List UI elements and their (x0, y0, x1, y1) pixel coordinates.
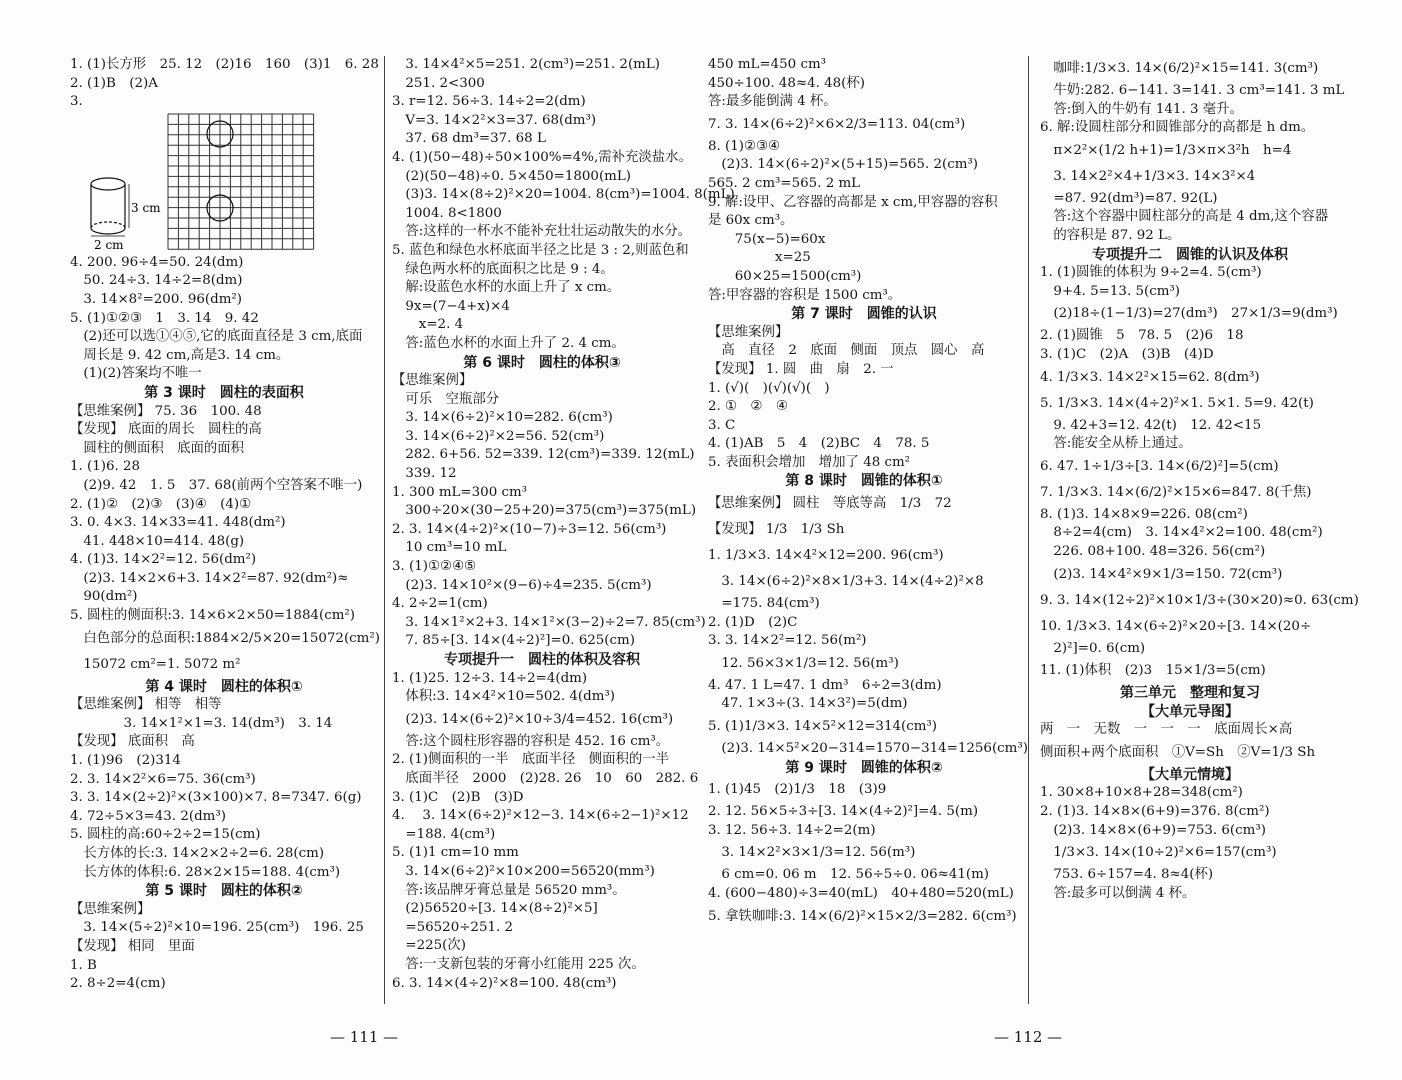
answer-line: 答:这样的一杯水不能补充壮壮运动散失的水分。 (392, 224, 692, 240)
answer-line: (2)还可以选①④⑤,它的底面直径是 3 cm,底面 (70, 329, 363, 345)
answer-line: (2)18÷(1−1/3)=27(dm³) 27×1/3=9(dm³) (1040, 306, 1338, 322)
section-heading: 第三单元 整理和复习 (1120, 685, 1260, 702)
answer-line: 6. 47. 1÷1/3÷[3. 14×(6/2)²]=5(cm) (1040, 458, 1279, 474)
answer-line: 3. 14×(6÷2)²×2=56. 52(cm³) (392, 428, 605, 444)
answer-line: 体积:3. 14×4²×10=502. 4(dm³) (392, 689, 616, 705)
answer-line: 4. 2÷2=1(cm) (392, 596, 488, 612)
answer-line: 8. (1)3. 14×8×9=226. 08(cm²) (1040, 506, 1248, 522)
section-heading: 专项提升一 圆柱的体积及容积 (444, 652, 640, 668)
column-3 (708, 56, 1028, 930)
answer-line: 10 cm³=10 mL (392, 540, 507, 556)
answer-line: 1. 30×8+10×8+28=348(cm²) (1040, 785, 1243, 801)
section-heading: 第 5 课时 圆柱的体积② (145, 883, 303, 900)
answer-line: 3. 14×(6÷2)²×8×1/3+3. 14×(4÷2)²×8 (708, 574, 984, 590)
answer-line: 【发现】 1/3 1/3 Sh (708, 522, 845, 538)
cylinder-shape (91, 178, 125, 234)
answer-line: =56520÷251. 2 (392, 919, 514, 935)
answer-line: 牛奶:282. 6−141. 3=141. 3 cm³=141. 3 mL (1040, 83, 1345, 98)
section-heading: 【大单元情境】 (1141, 766, 1239, 783)
answer-line: 3. r=12. 56÷3. 14÷2=2(dm) (392, 94, 586, 110)
answer-line: 5. (1)1/3×3. 14×5²×12=314(cm³) (708, 719, 938, 735)
height-label: 3 cm (131, 200, 161, 215)
grid (168, 114, 314, 249)
section-heading: 专项提升二 圆锥的认识及体积 (1092, 246, 1288, 263)
page-number-left: — 111 — (330, 1028, 399, 1046)
answer-line: 绿色两水杯的底面积之比是 9 : 4。 (392, 261, 614, 277)
answer-line: 3. C (708, 417, 736, 433)
answer-line: 答:蓝色水杯的水面上升了 2. 4 cm。 (392, 335, 625, 351)
answer-line: 2. (1)3. 14×8×(6+9)=376. 8(cm²) (1040, 804, 1270, 820)
answer-line: 1. (1)96 (2)314 (70, 753, 181, 769)
cylinder-grid-figure (70, 112, 370, 254)
answer-line: 10. 1/3×3. 14×(6÷2)²×20÷[3. 14×(20÷ (1040, 618, 1312, 634)
answer-line: (2)3. 14×8×(6+9)=753. 6(cm³) (1040, 822, 1266, 838)
answer-line: 282. 6+56. 52=339. 12(cm³)=339. 12(mL) (392, 447, 695, 463)
answer-line: 5. (1)1 cm=10 mm (392, 845, 519, 861)
answer-line: 753. 6÷157=4. 8≈4(杯) (1040, 867, 1214, 883)
page-divider (1028, 56, 1029, 1004)
answer-line: 450÷100. 48≈4. 48(杯) (708, 75, 866, 91)
section-heading: 第 6 课时 圆柱的体积③ (463, 354, 621, 371)
answer-line: (1)(2)答案均不唯一 (70, 366, 202, 382)
answer-line: 3. 14×1²×2+3. 14×1²×(3−2)÷2=7. 85(cm³) (392, 614, 706, 630)
answer-line: 5. 表面积会增加 增加了 48 cm² (708, 454, 911, 470)
answer-line: (2)9. 42 1. 5 37. 68(前两个空答案不唯一) (70, 477, 363, 493)
answer-line: 5. 1/3×3. 14×(4÷2)²×1. 5×1. 5=9. 42(t) (1040, 395, 1314, 411)
answer-line: 【思维案例】 (708, 324, 789, 340)
answer-line: 答:该品牌牙膏总量是 56520 mm³。 (392, 882, 626, 898)
answer-line: 3. 14×2²×4+1/3×3. 14×3²×4 (1040, 168, 1256, 184)
answer-line: 两 一 无数 一 一 一 底面周长×高 (1040, 722, 1293, 738)
answer-line: 9. 解:设甲、乙容器的高都是 x cm,甲容器的容积 (708, 194, 998, 210)
answer-line: 41. 448×10=414. 48(g) (70, 533, 245, 549)
answer-line: 解:设蓝色水杯的水面上升了 x cm。 (392, 280, 621, 296)
answer-line: 15072 cm²=1. 5072 m² (70, 656, 241, 672)
answer-line: 3. (1)①②④⑤ (392, 559, 477, 575)
answer-line: =225(次) (392, 938, 467, 954)
answer-line: 251. 2<300 (392, 75, 485, 91)
answer-line: 2. (1)② (2)③ (3)④ (4)① (70, 496, 252, 512)
answer-line: 1. (1)25. 12÷3. 14÷2=4(dm) (392, 670, 588, 686)
answer-line: 9+4. 5=13. 5(cm³) (1040, 283, 1180, 299)
answer-line: (2)3. 14×10²×(9−6)÷4=235. 5(cm³) (392, 577, 652, 593)
answer-line: 8÷2=4(cm) 3. 14×4²×2=100. 48(cm²) (1040, 525, 1323, 541)
answer-line: V=3. 14×2²×3=37. 68(dm³) (392, 112, 597, 128)
answer-line: (2)3. 14×5²×20−314=1570−314=1256(cm³) (708, 741, 1028, 757)
answer-line: 2. 3. 14×2²×6=75. 36(cm³) (70, 771, 256, 787)
answer-line: 长方体的体积:6. 28×2×15=188. 4(cm³) (70, 864, 341, 880)
answer-line: x=2. 4 (392, 317, 464, 333)
answer-line: 答:最多能倒满 4 杯。 (708, 94, 837, 110)
answer-line: 1. (1)45 (2)1/3 18 (3)9 (708, 782, 887, 798)
answer-line: 3. 14×(6÷2)²×10×200=56520(mm³) (392, 863, 655, 879)
answer-line: 6. 3. 14×(4÷2)²×8=100. 48(cm³) (392, 975, 617, 991)
answer-line: 3. 14×1²×1=3. 14(dm³) 3. 14 (70, 715, 333, 731)
answer-line: 底面半径 2000 (2)28. 26 10 60 282. 6 (392, 770, 699, 786)
answer-line: 5. 圆柱的侧面积:3. 14×6×2×50=1884(cm²) (70, 608, 356, 624)
answer-line: 2. (1)B (2)A (70, 75, 158, 91)
answer-line: 答:甲容器的容积是 1500 cm³。 (708, 287, 902, 303)
section-heading: 第 7 课时 圆锥的认识 (791, 306, 937, 323)
answer-line: 226. 08+100. 48=326. 56(cm²) (1040, 543, 1266, 559)
answer-line: 3. (70, 94, 83, 110)
answer-line: 4. 72÷5×3=43. 2(dm³) (70, 808, 226, 824)
answer-line: 答:这个容器中圆柱部分的高是 4 dm,这个容器 (1040, 209, 1329, 225)
answer-line: 1. 300 mL=300 cm³ (392, 484, 528, 500)
answer-line: 2. (1)侧面积的一半 底面半径 侧面积的一半 (392, 752, 670, 768)
answer-line: 75(x−5)=60x (708, 231, 826, 247)
answer-line: (2)56520÷[3. 14×(8÷2)²×5] (392, 901, 598, 917)
answer-line: 1. (√)( )(√)(√)( ) (708, 380, 830, 396)
answer-line: 2. 8÷2=4(cm) (70, 976, 166, 992)
answer-line: 450 mL=450 cm³ (708, 57, 827, 72)
answer-line: (3)3. 14×(8÷2)²×20=1004. 8(cm³)=1004. 8(mL) (392, 187, 735, 203)
answer-line: 2)²]=0. 6(cm) (1040, 640, 1146, 656)
answer-line: 4. (1)3. 14×2²=12. 56(dm²) (70, 552, 257, 568)
answer-line: 3. 3. 14×(2÷2)²×(3×100)×7. 8=7347. 6(g) (70, 790, 362, 806)
section-heading: 第 8 课时 圆锥的体积① (785, 473, 943, 490)
answer-line: 2. (1)D (2)C (708, 614, 798, 630)
answer-line: 7. 1/3×3. 14×(6/2)²×15×6=847. 8(千焦) (1040, 484, 1312, 500)
answer-line: 4. 200. 96÷4=50. 24(dm) (70, 254, 244, 270)
answer-line: 3. (1)C (2)B (3)D (392, 789, 524, 805)
answer-line: 339. 12 (392, 466, 457, 482)
answer-line: 3. 14×4²×5=251. 2(cm³)=251. 2(mL) (392, 57, 660, 72)
answer-line: 圆柱的侧面积 底面的面积 (70, 440, 245, 456)
answer-line: (2)(50−48)÷0. 5×450=1800(mL) (392, 168, 631, 184)
answer-line: 长方体的长:3. 14×2×2÷2=6. 28(cm) (70, 846, 325, 861)
answer-line: 【思维案例】 (70, 901, 151, 917)
answer-line: 12. 56×3×1/3=12. 56(m³) (708, 655, 899, 671)
section-heading: 【大单元导图】 (1141, 703, 1239, 720)
answer-line: 8. (1)②③④ (708, 138, 781, 154)
answer-line: =175. 84(cm³) (708, 596, 820, 612)
answer-line: 4. (1)AB 5 4 (2)BC 4 78. 5 (708, 436, 930, 452)
answer-line: 3. 12. 56÷3. 14÷2=2(m) (708, 822, 876, 838)
answer-line: 1. (1)6. 28 (70, 459, 141, 475)
answer-line: 3. 14×2²×3×1/3=12. 56(m³) (708, 845, 916, 861)
answer-line: 90(dm²) (70, 589, 138, 605)
answer-line: 300÷20×(30−25+20)=375(cm³)=375(mL) (392, 503, 697, 519)
answer-line: 50. 24÷3. 14÷2=8(dm) (70, 273, 243, 289)
answer-line: 【思维案例】 相等 相等 (70, 697, 222, 713)
answer-line: 答:一支新包装的牙膏小红能用 225 次。 (392, 956, 645, 972)
answer-line: 答:倒入的牛奶有 141. 3 毫升。 (1040, 101, 1243, 117)
answer-line: 【思维案例】 75. 36 100. 48 (70, 403, 262, 419)
width-label: 2 cm (94, 237, 124, 252)
answer-line: 9. 3. 14×(12÷2)²×10×1/3÷(30×20)≈0. 63(cm) (1040, 592, 1359, 608)
answer-line: 7. 3. 14×(6÷2)²×6×2/3=113. 04(cm³) (708, 116, 966, 132)
answer-line: 5. 圆柱的高:60÷2÷2=15(cm) (70, 827, 261, 843)
answer-line: 答:能安全从桥上通过。 (1040, 436, 1192, 452)
answer-line: 周长是 9. 42 cm,高是3. 14 cm。 (70, 347, 290, 363)
answer-line: 3. 14×(5÷2)²×10=196. 25(cm³) 196. 25 (70, 920, 364, 936)
answer-line: 3. 3. 14×2²=12. 56(m²) (708, 633, 867, 649)
answer-line: 3. 14×8²=200. 96(dm²) (70, 291, 242, 307)
page-number-right: — 112 — (994, 1028, 1063, 1046)
answer-line: 是 60x cm³。 (708, 213, 794, 229)
answer-line: 答:最多可以倒满 4 杯。 (1040, 885, 1196, 901)
answer-line: 4. (1)(50−48)÷50×100%=4%,需补充淡盐水。 (392, 149, 692, 165)
answer-line: 37. 68 dm³=37. 68 L (392, 131, 546, 147)
answer-line: 9x=(7−4+x)×4 (392, 298, 510, 314)
answer-line: 咖啡:1/3×3. 14×(6/2)²×15=141. 3(cm³) (1040, 61, 1319, 76)
answer-line: 3. 0. 4×3. 14×33=41. 448(dm²) (70, 515, 286, 531)
answer-line: 5. 拿铁咖啡:3. 14×(6/2)²×15×2/3=282. 6(cm³) (708, 908, 1017, 924)
answer-line: 白色部分的总面积:1884×2/5×20=15072(cm²) (70, 630, 380, 646)
answer-line: 1. B (70, 957, 97, 973)
answer-line: 1. (1)长方形 25. 12 (2)16 160 (3)1 6. 28 (70, 57, 379, 72)
answer-line: 【思维案例】 (392, 373, 473, 389)
answer-line: 1. 1/3×3. 14×4²×12=200. 96(cm³) (708, 548, 944, 564)
answer-line: 侧面积+两个底面积 ①V=Sh ②V=1/3 Sh (1040, 744, 1316, 760)
answer-line: =188. 4(cm³) (392, 826, 496, 842)
answer-line: (2)3. 14×(6÷2)²×(5+15)=565. 2(cm³) (708, 157, 978, 173)
section-heading: 第 3 课时 圆柱的表面积 (144, 384, 304, 401)
answer-line: (2)3. 14×2×6+3. 14×2²=87. 92(dm²)≈ (70, 570, 349, 586)
answer-line: 5. (1)①②③ 1 3. 14 9. 42 (70, 310, 259, 326)
answer-line: 【发现】 1. 圆 曲 扇 2. 一 (708, 361, 894, 377)
column-4 (1040, 56, 1359, 903)
answer-line: 【发现】 底面积 高 (70, 734, 195, 750)
answer-line: 【发现】 底面的周长 圆柱的高 (70, 422, 262, 438)
column-divider (384, 56, 385, 1004)
answer-line: 2. (1)圆锥 5 78. 5 (2)6 18 (1040, 328, 1244, 344)
answer-line: 5. 蓝色和绿色水杯底面半径之比是 3 : 2,则蓝色和 (392, 242, 689, 258)
answer-line: 6 cm=0. 06 m 12. 56÷5÷0. 06≈41(m) (708, 867, 990, 883)
answer-line: 答:这个圆柱形容器的容积是 452. 16 cm³。 (392, 733, 670, 749)
answer-line: x=25 (708, 250, 811, 266)
answer-line: 47. 1×3÷(3. 14×3²)=5(dm) (708, 696, 908, 712)
answer-line: 【发现】 相同 里面 (70, 938, 195, 954)
answer-line: 的容积是 87. 92 L。 (1040, 227, 1181, 243)
answer-line: 4. 1/3×3. 14×2²×15=62. 8(dm³) (1040, 369, 1260, 385)
section-heading: 第 4 课时 圆柱的体积① (145, 678, 303, 695)
answer-line: 60×25=1500(cm³) (708, 268, 862, 284)
answer-line: 4. 3. 14×(6÷2)²×12−3. 14×(6÷2−1)²×12 (392, 808, 689, 824)
answer-line: 3. (1)C (2)A (3)B (4)D (1040, 346, 1214, 362)
column-1 (70, 56, 378, 994)
answer-line: 【思维案例】 圆柱 等底等高 1/3 72 (708, 496, 952, 512)
answer-line: 4. 47. 1 L=47. 1 dm³ 6÷2=3(dm) (708, 677, 942, 693)
answer-line: 7. 85÷[3. 14×(4÷2)²]=0. 625(cm) (392, 633, 635, 649)
answer-line: 3. 14×(6÷2)²×10=282. 6(cm³) (392, 410, 613, 426)
geometry-figure (70, 112, 378, 254)
answer-line: (2)3. 14×(6÷2)²×10÷3/4=452. 16(cm³) (392, 711, 674, 727)
answer-line: 高 直径 2 底面 侧面 顶点 圆心 高 (708, 343, 985, 359)
answer-line: π×2²×(1/2 h+1)=1/3×π×3²h h=4 (1040, 142, 1292, 158)
answer-line: 2. ① ② ④ (708, 399, 788, 415)
answer-line: 2. 12. 56×5÷3÷[3. 14×(4÷2)²]=4. 5(m) (708, 804, 979, 820)
answer-line: 6. 解:设圆柱部分和圆锥部分的高都是 h dm。 (1040, 120, 1315, 136)
answer-line: 2. 3. 14×(4÷2)²×(10−7)÷3=12. 56(cm³) (392, 521, 667, 537)
answer-line: 1. (1)圆锥的体积为 9÷2=4. 5(cm³) (1040, 265, 1262, 281)
answer-line: 9. 42+3=12. 42(t) 12. 42<15 (1040, 417, 1262, 433)
answer-line: =87. 92(dm³)=87. 92(L) (1040, 190, 1218, 206)
answer-line: 565. 2 cm³=565. 2 mL (708, 175, 861, 191)
answer-line: 1/3×3. 14×(10÷2)²×6=157(cm³) (1040, 845, 1277, 861)
section-heading: 第 9 课时 圆锥的体积② (785, 759, 943, 776)
answer-line: 4. (600−480)÷3=40(mL) 40+480=520(mL) (708, 886, 1014, 901)
answer-line: (2)3. 14×4²×9×1/3=150. 72(cm³) (1040, 566, 1283, 582)
answer-line: 可乐 空瓶部分 (392, 391, 500, 407)
answer-line: 11. (1)体积 (2)3 15×1/3=5(cm) (1040, 663, 1266, 679)
answer-line: 1004. 8<1800 (392, 205, 502, 221)
